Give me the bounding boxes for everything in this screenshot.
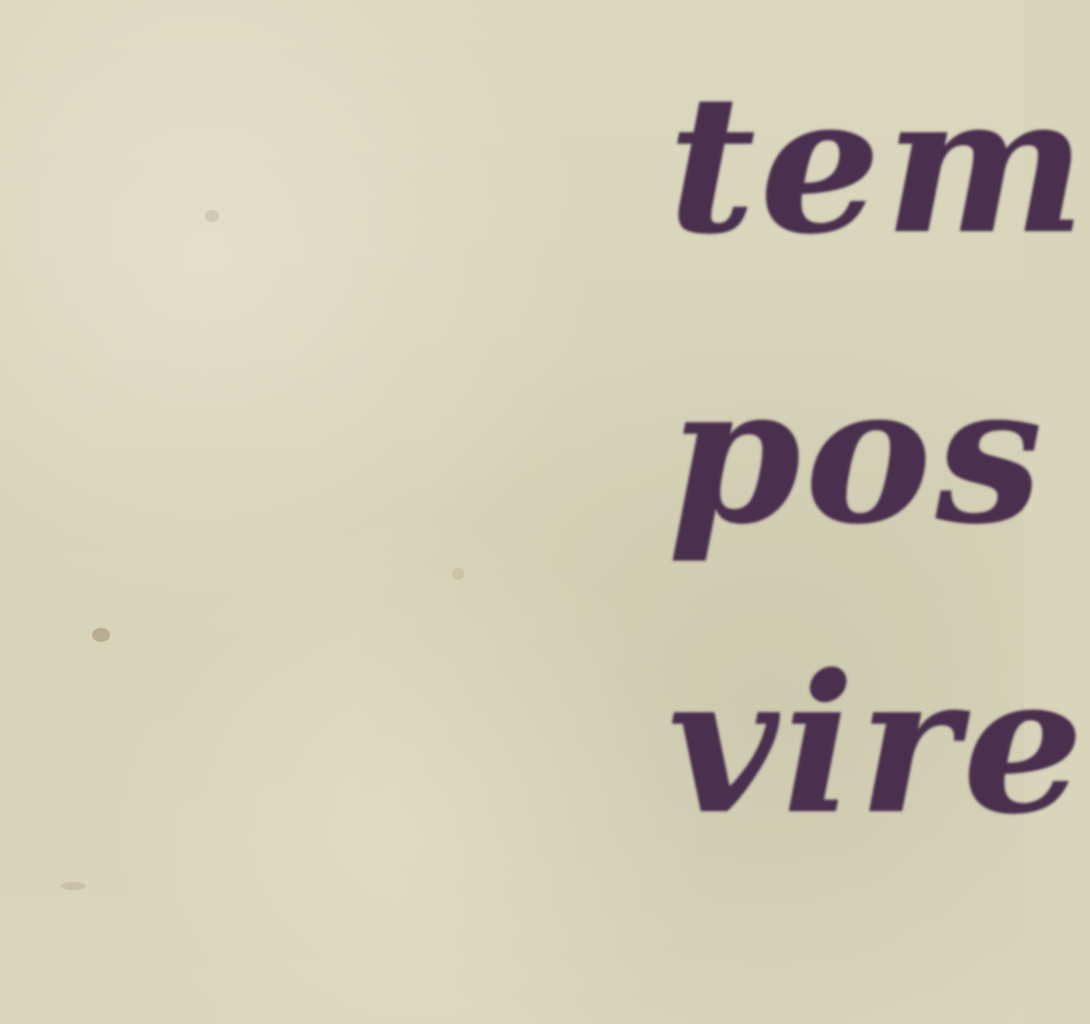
text-line-3: vire	[668, 633, 1088, 856]
paper-speck	[60, 882, 86, 890]
paper-speck	[205, 210, 219, 222]
paper-speck	[92, 628, 110, 642]
text-line-2: pos	[668, 343, 1047, 566]
printed-text-block	[668, 20, 1090, 890]
paper-speck	[452, 568, 464, 580]
text-line-1: tem	[668, 53, 1090, 276]
